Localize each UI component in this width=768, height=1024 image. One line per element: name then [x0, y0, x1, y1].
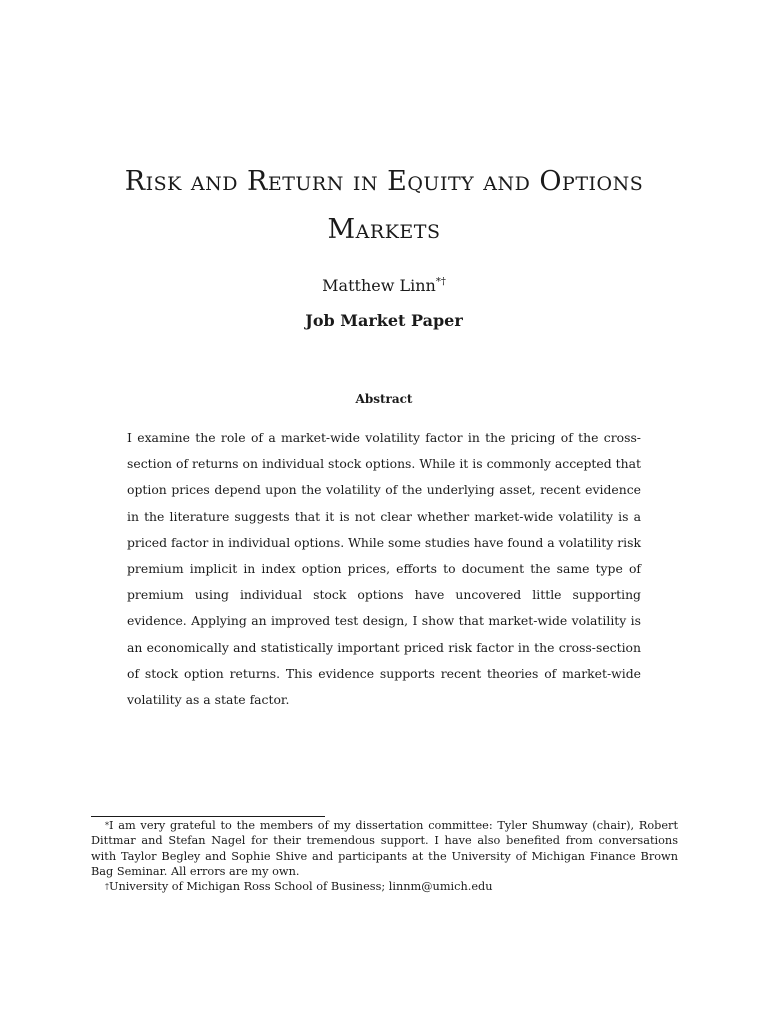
paper-subtitle: Job Market Paper: [305, 311, 463, 330]
author-line: [0, 276, 768, 295]
abstract-text: I examine the role of a market-wide volatility factor in the pricing of the cross-section of returns on individual stock options. While it is commonly accepted that option prices depend upon the volatility of the underlying asset, recent evidence in the literature suggests that it is not clear whether market-wide volatility is a priced factor in individual options. While some studies have found a volatility risk premium implicit in index option prices, efforts to document the same type of premium using individual stock options have uncovered little supporting evidence. Applying an improved test design, I show that market-wide volatility is an economically and statistically important priced risk factor in the cross-section of stock option returns. This evidence supports recent theories of market-wide volatility as a state factor.: [127, 430, 641, 708]
footnotes: [91, 818, 678, 894]
author-name: Matthew Linn: [322, 276, 436, 295]
footnote-2: [91, 879, 678, 894]
paper-title: [0, 158, 768, 254]
paper-title-line-1: Risk and Return in Equity and Options: [124, 166, 644, 197]
author-footnote-mark: *†: [435, 276, 446, 288]
footnote-rule: [91, 816, 325, 817]
footnote-2-mark: †: [105, 882, 109, 892]
abstract-heading: Abstract: [355, 392, 413, 406]
paper-title-line-2: Markets: [327, 214, 441, 245]
footnote-1-text: I am very grateful to the members of my dissertation committee: Tyler Shumway (chair), Robert Dittmar and Stefan Nagel for their tremendous support. I have also benefited from conversations with Taylor Begley and Sophie Shive and participants at the University of Michigan Finance Brown Bag Seminar. All errors are my own.: [91, 819, 678, 878]
footnote-1-mark: *: [105, 821, 109, 830]
footnote-1: [91, 818, 678, 879]
footnote-2-text: University of Michigan Ross School of Business; linnm@umich.edu: [109, 880, 493, 894]
